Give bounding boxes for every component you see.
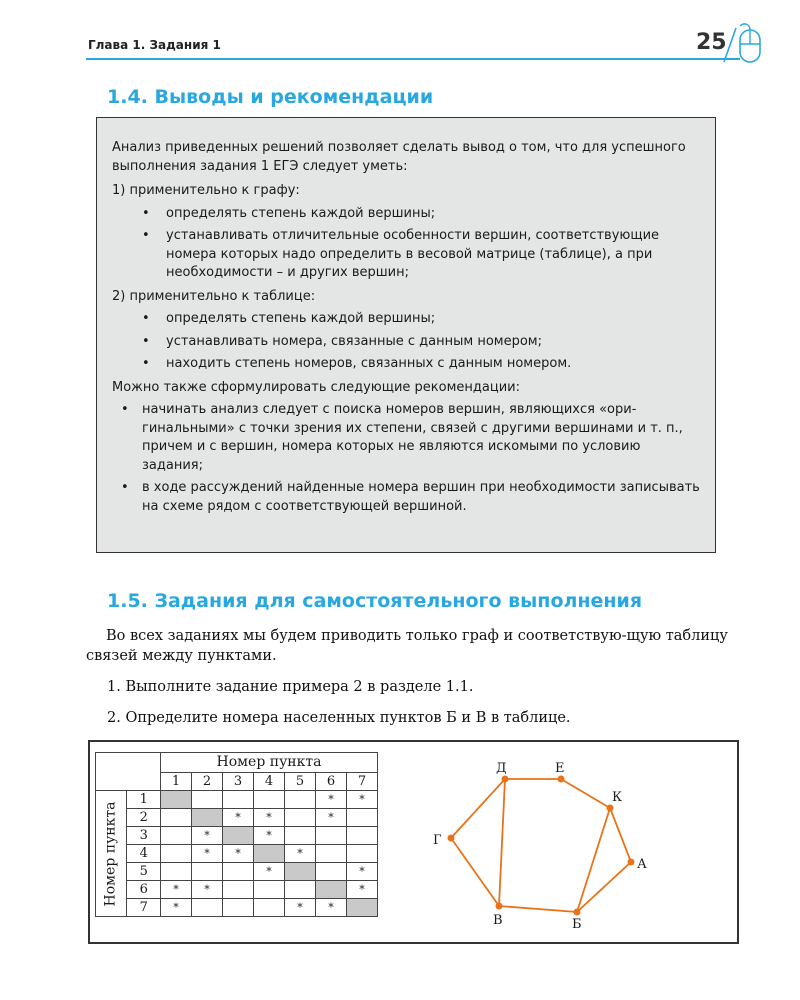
graph-skills-list bbox=[112, 205, 701, 283]
table-cell: * bbox=[347, 881, 378, 899]
graph-vertex bbox=[496, 903, 503, 910]
row-number: 4 bbox=[127, 845, 161, 863]
table-cell bbox=[347, 899, 378, 917]
table-cell: * bbox=[192, 845, 223, 863]
recommendations-intro: Можно также сформулировать следующие рекомендации: bbox=[112, 379, 520, 395]
table-cell: * bbox=[223, 845, 254, 863]
graph-edge bbox=[561, 779, 610, 808]
table-cell: * bbox=[254, 809, 285, 827]
table-cell bbox=[223, 899, 254, 917]
table-cell bbox=[347, 827, 378, 845]
road-graph bbox=[420, 748, 730, 938]
exercises-intro: Во всех заданиях мы будем приводить только граф и соответствую-щую таблицу связей между пунктами. bbox=[86, 628, 728, 664]
table-cell bbox=[316, 863, 347, 881]
table-corner bbox=[96, 753, 161, 791]
vertex-label: Б bbox=[572, 917, 582, 932]
graph-vertex bbox=[558, 776, 565, 783]
table-cell: * bbox=[316, 899, 347, 917]
list-item: • в ходе рассуждений найденные номера вершин при необходимости записывать на схеме рядом с соответствующей вершиной. bbox=[112, 479, 701, 516]
table-cell: * bbox=[285, 845, 316, 863]
graph-vertex bbox=[502, 776, 509, 783]
graph-edge bbox=[451, 838, 499, 906]
column-number: 2 bbox=[192, 773, 223, 791]
header-divider bbox=[86, 58, 740, 60]
vertex-label: А bbox=[637, 857, 647, 872]
table-cell: * bbox=[192, 881, 223, 899]
table-subheading: 2) применительно к таблице: bbox=[112, 288, 316, 304]
table-cell: * bbox=[161, 881, 192, 899]
table-cell bbox=[223, 863, 254, 881]
table-cell bbox=[285, 863, 316, 881]
table-cell bbox=[254, 899, 285, 917]
table-cell bbox=[347, 809, 378, 827]
vertex-label: Д bbox=[496, 761, 507, 776]
row-number: 6 bbox=[127, 881, 161, 899]
table-cell: * bbox=[285, 899, 316, 917]
task-2: 2. Определите номера населенных пунктов Б и В в таблице. bbox=[107, 710, 571, 726]
table-cell: * bbox=[316, 791, 347, 809]
graph-vertex bbox=[448, 835, 455, 842]
table-cell bbox=[223, 827, 254, 845]
column-number: 6 bbox=[316, 773, 347, 791]
list-item: • находить степень номеров, связанных с данным номером. bbox=[112, 355, 701, 374]
row-title-label: Номер пункта bbox=[102, 801, 119, 906]
vertex-label: К bbox=[612, 790, 623, 805]
table-cell bbox=[192, 791, 223, 809]
table-row bbox=[96, 899, 378, 917]
row-number: 3 bbox=[127, 827, 161, 845]
list-item: • устанавливать номера, связанные с данным номером; bbox=[112, 333, 701, 352]
list-item: • начинать анализ следует с поиска номеров вершин, являющихся «ори-гинальными» с точки зрения их степени, связей с другими вершинами и т. п., причем и с вершин, номера которых не являются искомыми по условию задания; bbox=[112, 401, 701, 475]
graph-edge bbox=[451, 779, 505, 838]
row-title bbox=[96, 791, 127, 917]
table-cell bbox=[316, 827, 347, 845]
table-cell: * bbox=[347, 791, 378, 809]
table-cell: * bbox=[347, 863, 378, 881]
graph-subheading: 1) применительно к графу: bbox=[112, 183, 300, 198]
column-number: 4 bbox=[254, 773, 285, 791]
table-cell bbox=[285, 791, 316, 809]
table-cell: * bbox=[223, 809, 254, 827]
table-cell bbox=[161, 791, 192, 809]
table-row bbox=[96, 827, 378, 845]
table-cell bbox=[316, 881, 347, 899]
table-cell bbox=[161, 845, 192, 863]
column-number: 5 bbox=[285, 773, 316, 791]
table-cell bbox=[254, 791, 285, 809]
table-cell bbox=[161, 809, 192, 827]
graph-edge bbox=[499, 779, 505, 906]
table-row bbox=[96, 809, 378, 827]
vertex-label: В bbox=[493, 913, 503, 928]
table-cell bbox=[347, 845, 378, 863]
graph-edge bbox=[499, 906, 577, 912]
table-cell: * bbox=[254, 863, 285, 881]
table-cell bbox=[161, 863, 192, 881]
column-number: 7 bbox=[347, 773, 378, 791]
table-cell: * bbox=[192, 827, 223, 845]
section-title-exercises: 1.5. Задания для самостоятельного выполнения bbox=[107, 590, 643, 612]
vertex-label: Е bbox=[555, 761, 565, 776]
section-title-conclusions: 1.4. Выводы и рекомендации bbox=[107, 86, 434, 108]
row-number: 2 bbox=[127, 809, 161, 827]
table-cell bbox=[161, 827, 192, 845]
graph-vertex bbox=[607, 805, 614, 812]
column-number: 1 bbox=[161, 773, 192, 791]
table-cell: * bbox=[161, 899, 192, 917]
graph-vertex bbox=[574, 909, 581, 916]
recommendations-list bbox=[112, 401, 701, 516]
table-cell: * bbox=[316, 809, 347, 827]
table-row bbox=[96, 845, 378, 863]
conclusions-box bbox=[96, 117, 716, 553]
table-cell: * bbox=[254, 827, 285, 845]
table-row bbox=[96, 791, 378, 809]
table-row bbox=[96, 863, 378, 881]
page-number: 25 bbox=[696, 30, 727, 55]
row-number: 1 bbox=[127, 791, 161, 809]
list-item: • определять степень каждой вершины; bbox=[112, 205, 701, 224]
list-item: • устанавливать отличительные особенности вершин, соответствующие номера которых надо определить в весовой матрице (таблице), а при необходимости – и других вершин; bbox=[112, 227, 701, 283]
list-item: • определять степень каждой вершины; bbox=[112, 310, 701, 329]
column-number: 3 bbox=[223, 773, 254, 791]
adjacency-table bbox=[95, 752, 378, 917]
column-title: Номер пункта bbox=[161, 753, 378, 773]
table-cell bbox=[316, 845, 347, 863]
table-skills-list bbox=[112, 310, 701, 374]
table-cell bbox=[192, 863, 223, 881]
table-cell bbox=[192, 899, 223, 917]
table-cell bbox=[285, 827, 316, 845]
table-cell bbox=[285, 809, 316, 827]
table-cell bbox=[254, 845, 285, 863]
vertex-label: Г bbox=[433, 833, 442, 848]
chapter-header: Глава 1. Задания 1 bbox=[88, 38, 221, 52]
graph-vertex bbox=[628, 859, 635, 866]
row-number: 7 bbox=[127, 899, 161, 917]
table-cell bbox=[254, 881, 285, 899]
table-cell bbox=[223, 791, 254, 809]
table-cell bbox=[223, 881, 254, 899]
table-cell bbox=[192, 809, 223, 827]
row-number: 5 bbox=[127, 863, 161, 881]
graph-edge bbox=[610, 808, 631, 862]
conclusions-intro: Анализ приведенных решений позволяет сделать вывод о том, что для успешного выполнения задания 1 ЕГЭ следует уметь: bbox=[112, 140, 686, 174]
mouse-icon bbox=[722, 22, 764, 66]
table-cell bbox=[285, 881, 316, 899]
table-row bbox=[96, 881, 378, 899]
task-1: 1. Выполните задание примера 2 в разделе 1.1. bbox=[107, 679, 474, 695]
